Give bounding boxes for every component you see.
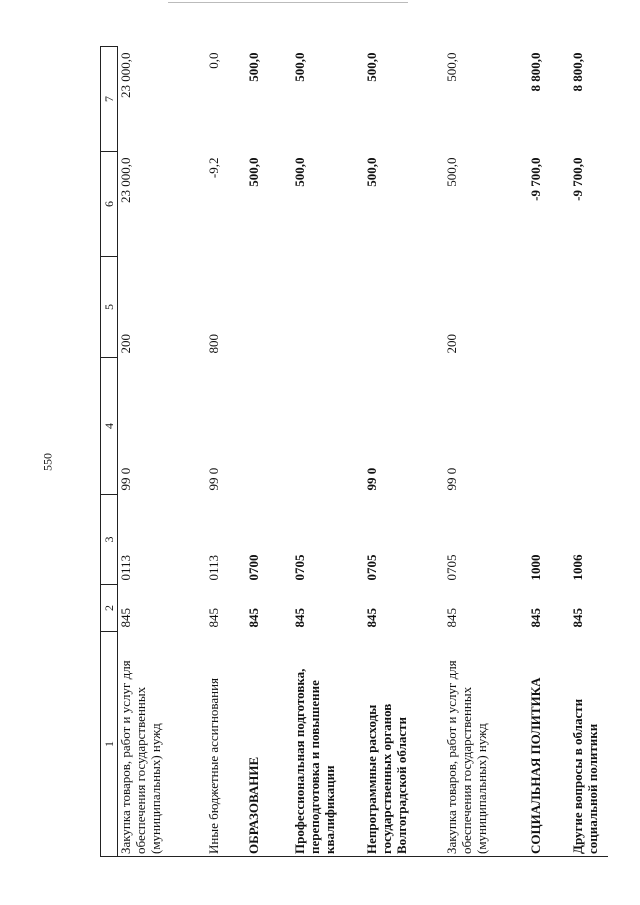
page-number: 550 — [40, 453, 55, 471]
cell-type — [528, 257, 570, 358]
row-description: Иные бюджетные ассигнования — [206, 632, 246, 857]
table-row — [206, 47, 246, 857]
row-description: СОЦИАЛЬНАЯ ПОЛИТИКА — [528, 632, 570, 857]
row-description: Закупка товаров, работ и услуг для обеспечения государственных (муниципальных) нужд — [118, 632, 207, 857]
col-header-1: 1 — [101, 632, 118, 857]
cell-amount-7: 500,0 — [444, 52, 459, 82]
col-header-6: 6 — [101, 152, 118, 257]
cell-code: 845 — [444, 608, 459, 628]
col-header-5: 5 — [101, 257, 118, 358]
table-row — [246, 47, 292, 857]
cell-target — [246, 358, 292, 495]
cell-target: 99 0 — [364, 467, 379, 491]
row-description: Закупка товаров, работ и услуг для обеспечения государственных (муниципальных) нужд — [444, 632, 528, 857]
cell-section: 0705 — [364, 554, 379, 581]
cell-amount-6: 500,0 — [364, 157, 379, 187]
cell-section: 0705 — [444, 554, 459, 581]
col-header-2: 2 — [101, 585, 118, 632]
cell-amount-6: 500,0 — [444, 157, 459, 187]
cell-amount-6: 500,0 — [292, 157, 307, 187]
cell-amount-6: -9 700,0 — [528, 157, 543, 201]
cell-target: 99 0 — [118, 467, 133, 491]
cell-amount-6: -9,2 — [206, 157, 221, 179]
table-header-row — [101, 47, 118, 857]
row-description: Другие вопросы в области социальной политики — [570, 632, 608, 857]
top-scan-mark — [168, 2, 408, 4]
cell-amount-6: -9 700,0 — [570, 157, 585, 201]
col-header-3: 3 — [101, 495, 118, 585]
cell-amount-6: 500,0 — [246, 157, 261, 187]
row-description: Профессиональная подготовка, переподготовка и повышение квалификации — [292, 632, 364, 857]
cell-amount-6: 23 000,0 — [118, 157, 133, 203]
table-row — [364, 47, 444, 857]
cell-code: 845 — [206, 608, 221, 628]
cell-target — [570, 358, 608, 495]
cell-section: 0113 — [206, 554, 221, 581]
budget-table — [100, 46, 608, 857]
row-description: ОБРАЗОВАНИЕ — [246, 632, 292, 857]
table-row — [444, 47, 528, 857]
cell-amount-7: 8 800,0 — [528, 52, 543, 92]
cell-amount-7: 8 800,0 — [570, 52, 585, 92]
cell-target — [292, 358, 364, 495]
rotated-page — [100, 47, 610, 857]
cell-type: 200 — [118, 334, 133, 354]
cell-amount-7: 500,0 — [292, 52, 307, 82]
row-description: Непрограммные расходы государственных органов Волгоградской области — [364, 632, 444, 857]
cell-code: 845 — [364, 608, 379, 628]
cell-code: 845 — [570, 608, 585, 628]
cell-amount-7: 500,0 — [246, 52, 261, 82]
cell-code: 845 — [292, 608, 307, 628]
cell-type — [570, 257, 608, 358]
cell-type — [292, 257, 364, 358]
table-row — [118, 47, 207, 857]
table-row — [570, 47, 608, 857]
cell-type — [364, 257, 444, 358]
cell-amount-7: 500,0 — [364, 52, 379, 82]
cell-type: 800 — [206, 334, 221, 354]
cell-target: 99 0 — [444, 467, 459, 491]
cell-section: 0705 — [292, 554, 307, 581]
cell-type — [246, 257, 292, 358]
cell-target: 99 0 — [206, 467, 221, 491]
cell-section: 0700 — [246, 554, 261, 581]
cell-section: 0113 — [118, 554, 133, 581]
table-row — [528, 47, 570, 857]
col-header-4: 4 — [101, 358, 118, 495]
cell-code: 845 — [118, 608, 133, 628]
cell-type: 200 — [444, 334, 459, 354]
cell-amount-7: 23 000,0 — [118, 52, 133, 98]
cell-target — [528, 358, 570, 495]
table-row — [292, 47, 364, 857]
cell-amount-7: 0,0 — [206, 52, 221, 69]
cell-code: 845 — [246, 608, 261, 628]
col-header-7: 7 — [101, 47, 118, 152]
cell-code: 845 — [528, 608, 543, 628]
cell-section: 1000 — [528, 554, 543, 581]
cell-section: 1006 — [570, 554, 585, 581]
